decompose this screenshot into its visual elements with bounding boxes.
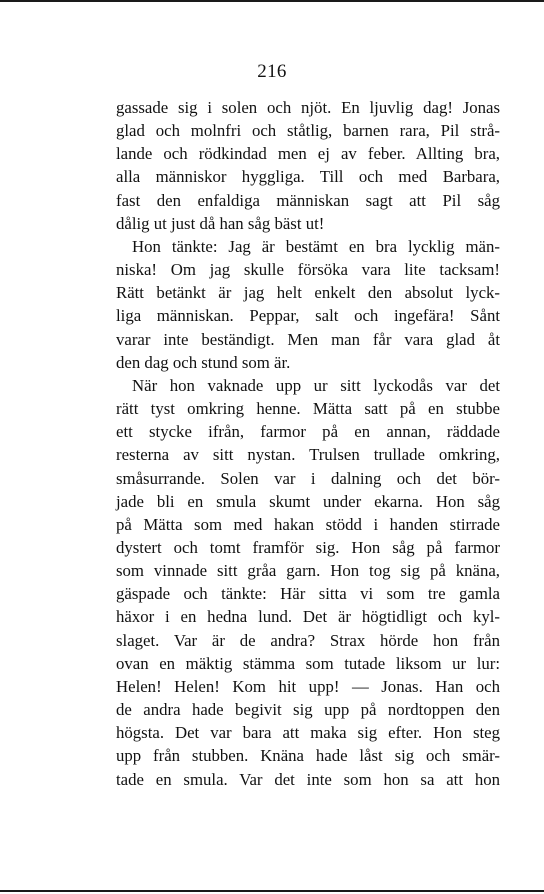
text-line: dålig ut just då han såg bäst ut! — [116, 213, 325, 233]
text-line: tade en smula. Var det inte som hon sa att hon — [116, 769, 500, 789]
text-line: jade bli en smula skumt under ekarna. Hon såg — [116, 491, 500, 511]
text-line: slaget. Var är de andra? Strax hörde hon från — [116, 630, 500, 650]
body-text — [116, 96, 500, 791]
text-line: som vinnade sitt gråa garn. Hon tog sig på knäna, — [116, 561, 500, 581]
text-line: resterna av sitt nystan. Trulsen trullade omkring, — [116, 445, 500, 465]
text-line: alla människor hyggliga. Till och med Barbara, — [116, 167, 500, 187]
text-line: gassade sig i solen och njöt. En ljuvlig dag! Jonas — [116, 98, 500, 117]
text-line: lande och rödkindad men ej av feber. Allting bra, — [116, 144, 500, 164]
text-line: häxor i en hedna lund. Det är högtidligt och kyl- — [116, 607, 500, 627]
text-line: den dag och stund som är. — [116, 352, 291, 372]
text-line: gäspade och tänkte: Här sitta vi som tre gamla — [116, 584, 500, 604]
text-line: ett stycke ifrån, farmor på en annan, räddade — [116, 422, 500, 442]
scan-edge-bottom — [0, 890, 544, 892]
text-line: liga människan. Peppar, salt och ingefära! Sånt — [116, 306, 500, 326]
text-line: Rätt betänkt är jag helt enkelt den absolut lyck- — [116, 283, 500, 303]
text-line: niska! Om jag skulle försöka vara lite tacksam! — [116, 260, 500, 280]
text-line: högsta. Det var bara att maka sig efter. Hon steg — [116, 723, 500, 743]
text-line: på Mätta som med hakan stödd i handen stirrade — [116, 514, 500, 534]
text-line: småsurrande. Solen var i dalning och det bör- — [116, 468, 500, 488]
text-line: dystert och tomt framför sig. Hon såg på farmor — [116, 537, 500, 557]
scan-edge-top — [0, 0, 544, 2]
text-line: de andra hade begivit sig upp på nordtoppen den — [116, 700, 500, 720]
text-line: varar inte beständigt. Men man får vara glad åt — [116, 329, 500, 349]
text-line: rätt tyst omkring henne. Mätta satt på en stubbe — [116, 399, 500, 419]
text-line: När hon vaknade upp ur sitt lyckodås var det — [132, 375, 500, 395]
text-line: Hon tänkte: Jag är bestämt en bra lycklig män- — [132, 236, 500, 256]
text-line: upp från stubben. Knäna hade låst sig och smär- — [116, 746, 500, 766]
text-line: Helen! Helen! Kom hit upp! — Jonas. Han och — [116, 676, 500, 696]
text-line: fast den enfaldiga människan sagt att Pil såg — [116, 190, 500, 210]
page-number: 216 — [257, 61, 287, 82]
text-line: glad och molnfri och ståtlig, barnen rara, Pil strå- — [116, 121, 500, 141]
text-line: ovan en mäktig stämma som tutade liksom ur lur: — [116, 653, 500, 673]
